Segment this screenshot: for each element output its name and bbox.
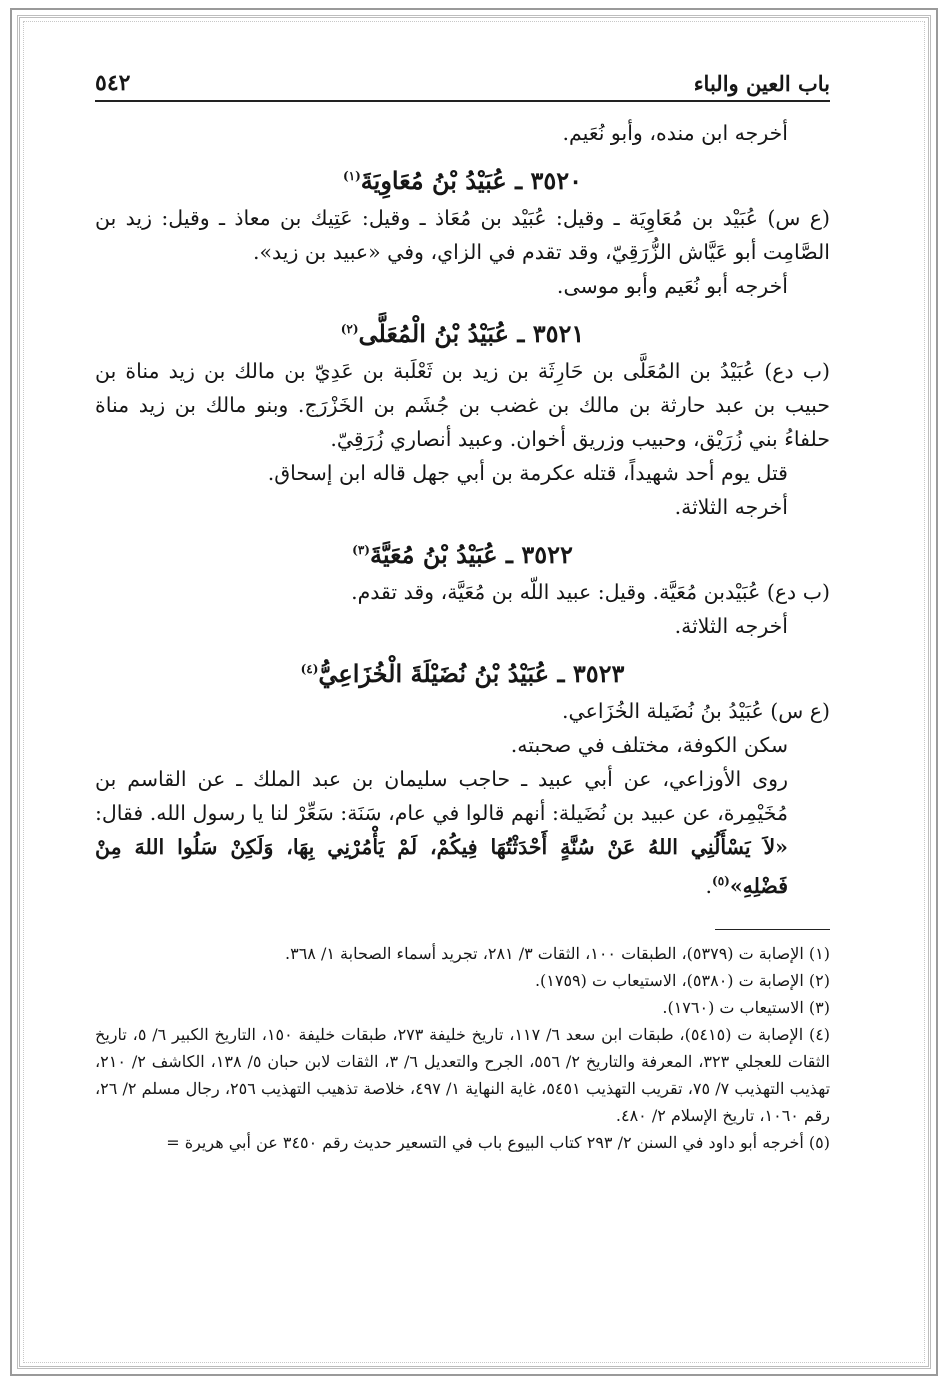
entry-paragraph: أخرجه الثلاثة. [674,495,788,519]
entry-title: ٣٥٢٣ ـ عُبَيْدُ بْنُ نُضَيْلَةَ الْخُزَاعِيُّ [318,659,625,688]
entry-heading [95,166,830,195]
entry-heading [95,319,830,348]
entry-3523 [95,659,830,903]
narration-paragraph: روى الأوزاعي، عن أبي عبيد ـ حاجب سليمان بن عبد الملك ـ عن القاسم بن مُخَيْمِرة، عن عبيد بن نُضَيلة: أنهم قالوا في عام، سَنَة: سَعِّرْ لنا يا رسول الله. فقال: «لاَ يَسْأَلُنِي اللهُ عَنْ سُنَّةٍ أَحْدَثْتُهَا فِيكُمْ، لَمْ يَأْمُرْنِي بِهَا، وَلَكِنْ سَلُوا اللهَ مِنْ فَضْلِهِ»$^{(٥)}$. [95,767,788,898]
entry-3520 [95,166,830,303]
footnote-ref: (٣) [352,543,370,557]
entry-paragraph: أخرجه الثلاثة. [674,614,788,638]
intro-line: أخرجه ابن منده، وأبو نُعَيم. [562,121,788,145]
entry-paragraph: قتل يوم أحد شهيداً، قتله عكرمة بن أبي جهل قاله ابن إسحاق. [267,461,788,485]
entry-heading [95,540,830,569]
footnotes [95,940,830,1156]
hadith-text: «لاَ يَسْأَلُنِي اللهُ عَنْ سُنَّةٍ أَحْدَثْتُهَا فِيكُمْ، لَمْ يَأْمُرْنِي بِهَا، وَلَكِنْ سَلُوا اللهَ مِنْ فَضْلِهِ» [95,835,788,898]
entry-paragraph: (ب دع) عُبَيْدبن مُعَيَّة. وقيل: عبيد اللّه بن مُعَيَّة، وقد تقدم. [351,580,830,604]
footnote-ref: (٥) [712,874,730,888]
entry-heading [95,659,830,688]
entry-3522 [95,540,830,643]
footnote: (٣) الاستيعاب ت (١٧٦٠). [662,997,830,1017]
footnote: (٥) أخرجه أبو داود في السنن ٢/ ٢٩٣ كتاب البيوع باب في التسعير حديث رقم ٣٤٥٠ عن أبي هريرة = [166,1132,830,1152]
entry-title: ٣٥٢١ ـ عُبَيْدُ بْنُ الْمُعَلَّى [358,319,585,348]
page-header [95,70,830,102]
entry-paragraph: سكن الكوفة، مختلف في صحبته. [510,733,788,757]
page-number: ٥٤٢ [95,70,131,96]
entry-title: ٣٥٢٠ ـ عُبَيْدُ بْنُ مُعَاوِيَةَ [360,166,583,195]
footnote-ref: (٤) [300,662,319,676]
entry-paragraph: (ب دع) عُبَيْدُ بن المُعَلَّى بن حَارِثَة بن زيد بن ثَعْلَبة بن عَدِيّ بن مالك بن زيد مناة بن حبيب بن عبد حارثة بن مالك بن غضب بن جُشَم بن الخَزْرَج. وبنو مالك بن زيد مناة حلفاءُ بني زُرَيْق، وحبيب وزريق أخوان. وعبيد أنصاري زُرَقِيّ. [95,359,830,451]
footnote: (١) الإصابة ت (٥٣٧٩)، الطبقات ١٠٠، الثقات ٣/ ٢٨١، تجريد أسماء الصحابة ١/ ٣٦٨. [285,943,830,963]
entry-3521 [95,319,830,524]
entry-paragraph: (ع س) عُبَيْدُ بنُ نُضَيلة الخُزَاعي. [562,699,830,723]
narration-text: روى الأوزاعي، عن أبي عبيد ـ حاجب سليمان بن عبد الملك ـ عن القاسم بن مُخَيْمِرة، عن عبيد بن نُضَيلة: أنهم قالوا في عام، سَنَة: سَعِّرْ لنا يا رسول الله. فقال: [95,767,788,825]
book-page [95,70,830,1156]
entry-paragraph: أخرجه أبو نُعَيم وأبو موسى. [556,274,788,298]
footnote-ref: (٢) [340,322,359,336]
footnote-separator [715,929,830,930]
entry-paragraph: (ع س) عُبَيْد بن مُعَاوِيَة ـ وقيل: عُبَيْد بن مُعَاذ ـ وقيل: عَتِيك بن معاذ ـ وقيل: زيد بن الصَّامِت أبو عَيَّاش الزُّرَقِيّ، وقد تقدم في الزاي، وفي «عبيد بن زيد». [95,206,830,264]
running-head: باب العين والباء [693,71,830,96]
footnote: (٤) الإصابة ت (٥٤١٥)، طبقات ابن سعد ٦/ ١١٧، تاريخ خليفة ٢٧٣، طبقات خليفة ١٥٠، التاريخ الكبير ٦/ ٥، تاريخ الثقات للعجلي ٣٢٣، المعرفة والتاريخ ٢/ ٥٥٦، الجرح والتعديل ٦/ ٣، الثقات لابن حبان ٥/ ١٣٨، الكاشف ٢/ ٢١٠، تهذيب التهذيب ٧/ ٧٥، تقريب التهذيب ٥٤٥١، غاية النهاية ١/ ٤٩٧، خلاصة تذهيب التهذيب ٢٥٦، رجال مسلم ٢/ ٢٦، رقم ١٠٦٠، تاريخ الإسلام ٢/ ٤٨٠. [95,1024,831,1125]
footnote-ref: (١) [342,169,361,183]
footnote: (٢) الإصابة ت (٥٣٨٠)، الاستيعاب ت (١٧٥٩). [534,970,830,990]
entry-title: ٣٥٢٢ ـ عُبَيْدُ بْنُ مُعَيَّةَ [369,540,573,569]
